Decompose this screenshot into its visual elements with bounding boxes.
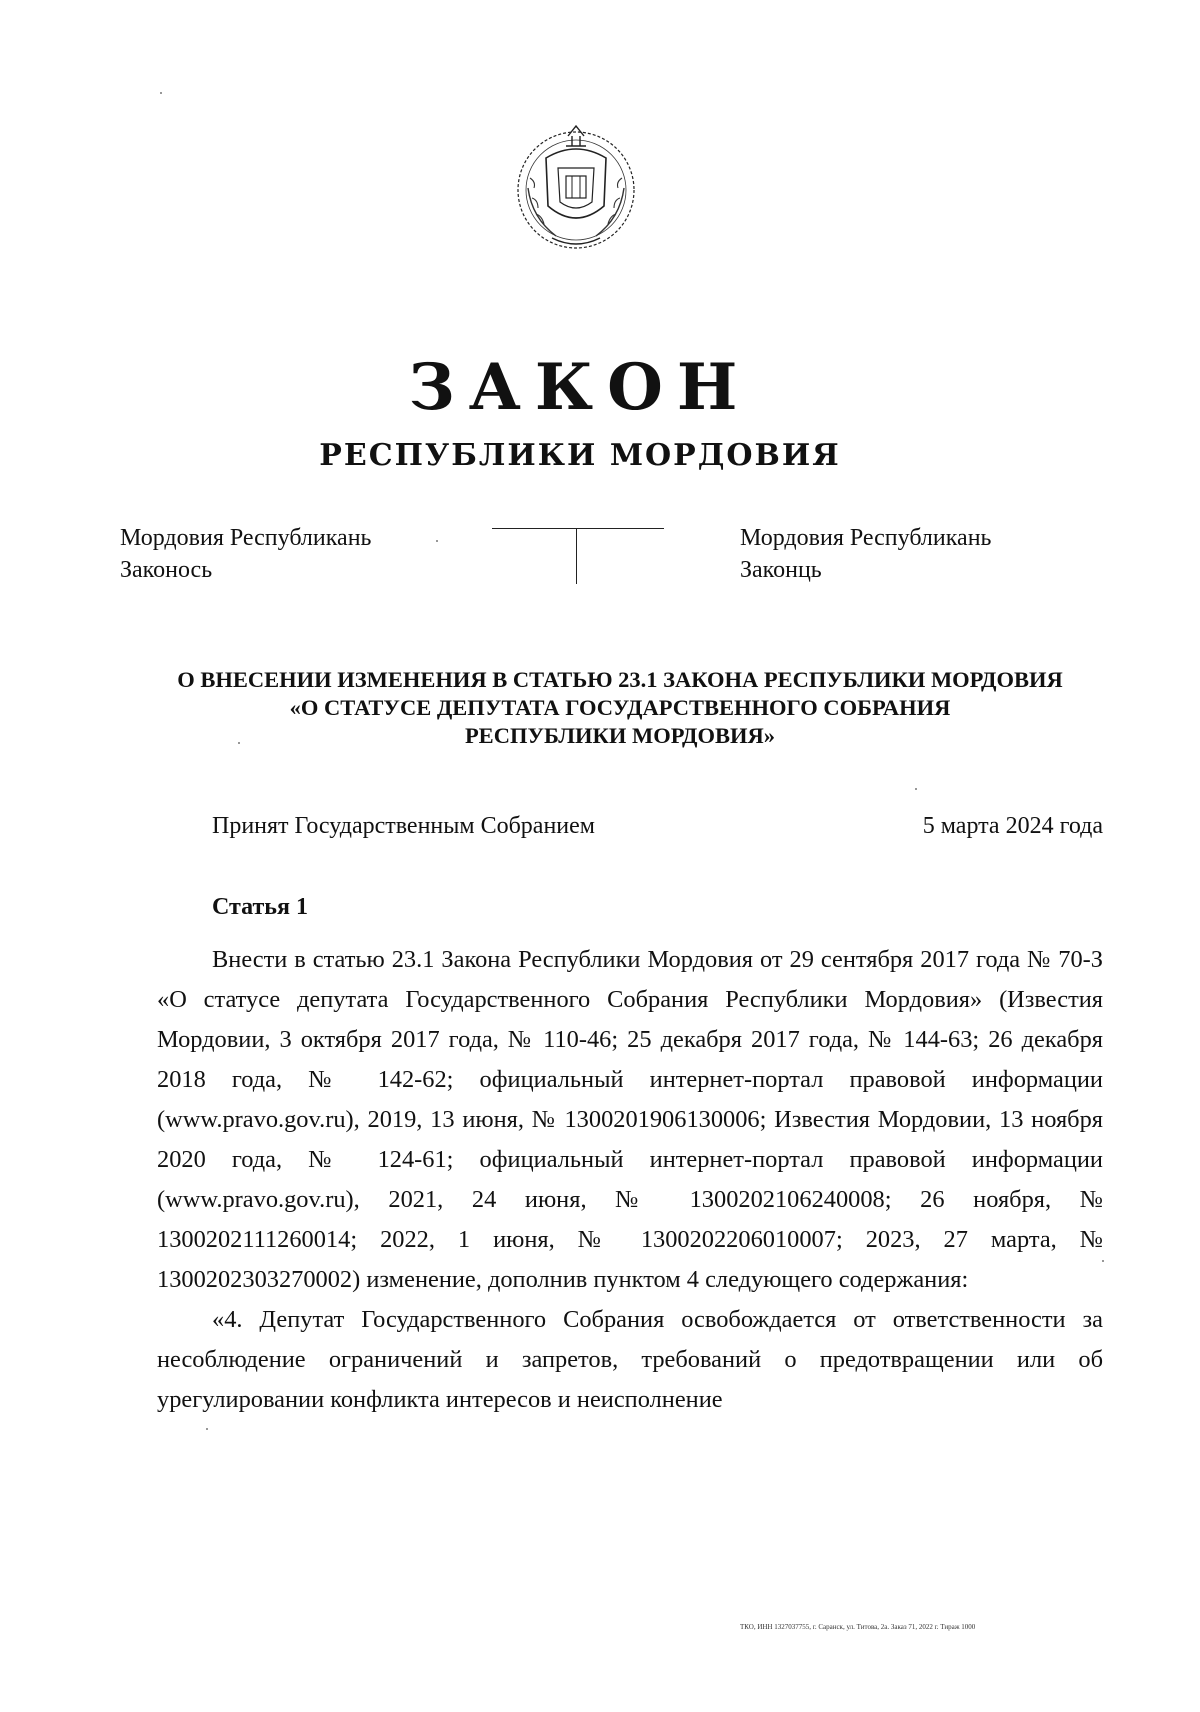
scan-speck: [1102, 1260, 1104, 1262]
law-name-right-block: [740, 522, 991, 586]
document-title: ЗАКОН: [408, 350, 752, 425]
scan-speck: [436, 540, 438, 542]
printer-imprint: ТКО, ИНН 1327037755, г. Саранск, ул. Титова, 2а. Заказ 71, 2022 г. Тираж 1000: [740, 1623, 976, 1631]
article-paragraph: «4. Депутат Государственного Собрания освобождается от ответственности за несоблюдение ограничений и запретов, требований о предотвращении или об урегулировании конфликта интересов и неисполнение: [157, 1306, 1103, 1413]
article-heading: Статья 1: [212, 894, 308, 920]
scan-speck: [206, 1428, 208, 1430]
law-name-right-line-1: Мордовия Республикань: [740, 525, 992, 551]
law-title-line-1: О ВНЕСЕНИИ ИЗМЕНЕНИЯ В СТАТЬЮ 23.1 ЗАКОНА РЕСПУБЛИКИ МОРДОВИЯ: [177, 667, 1063, 692]
registration-mark-vline: [576, 528, 577, 584]
registration-mark-hline: [492, 528, 664, 529]
law-title-line-3: РЕСПУБЛИКИ МОРДОВИЯ»: [464, 723, 776, 748]
article-paragraph: Внести в статью 23.1 Закона Республики Мордовия от 29 сентября 2017 года № 70-З «О статусе депутата Государственного Собрания Республики Мордовия» (Известия Мордовии, 3 октября 2017 года, № 110-46; 25 декабря 2017 года, № 144-63; 26 декабря 2018 года, № 142-62; официальный интернет-портал правовой информации (www.pravo.gov.ru), 2019, 13 июня, № 1300201906130006; Известия Мордовии, 13 ноября 2020 года, № 124-61; официальный интернет-портал правовой информации (www.pravo.gov.ru), 2021, 24 июня, № 1300202106240008; 26 ноября, № 1300202111260014; 2022, 1 июня, № 1300202206010007; 2023, 27 марта, № 1300202303270002) изменение, дополнив пунктом 4 следующего содержания:: [157, 946, 1103, 1293]
scan-speck: [915, 788, 917, 790]
registration-mark: [492, 528, 664, 584]
coat-of-arms-emblem: [506, 118, 646, 258]
adoption-date: 5 марта 2024 года: [922, 813, 1103, 839]
law-name-left-block: [120, 522, 371, 586]
document-subtitle: РЕСПУБЛИКИ МОРДОВИЯ: [319, 438, 841, 473]
law-name-left-line-2: Законось: [120, 557, 213, 583]
scan-speck: [160, 92, 162, 94]
law-title: [120, 666, 1120, 750]
law-name-right-line-2: Законць: [740, 557, 822, 583]
law-name-left-line-1: Мордовия Республикань: [120, 525, 372, 551]
law-title-line-2: «О СТАТУСЕ ДЕПУТАТА ГОСУДАРСТВЕННОГО СОБРАНИЯ: [289, 695, 951, 720]
adoption-label: Принят Государственным Собранием: [212, 813, 595, 839]
article-body: [157, 940, 1103, 1420]
scan-speck: [238, 742, 240, 744]
